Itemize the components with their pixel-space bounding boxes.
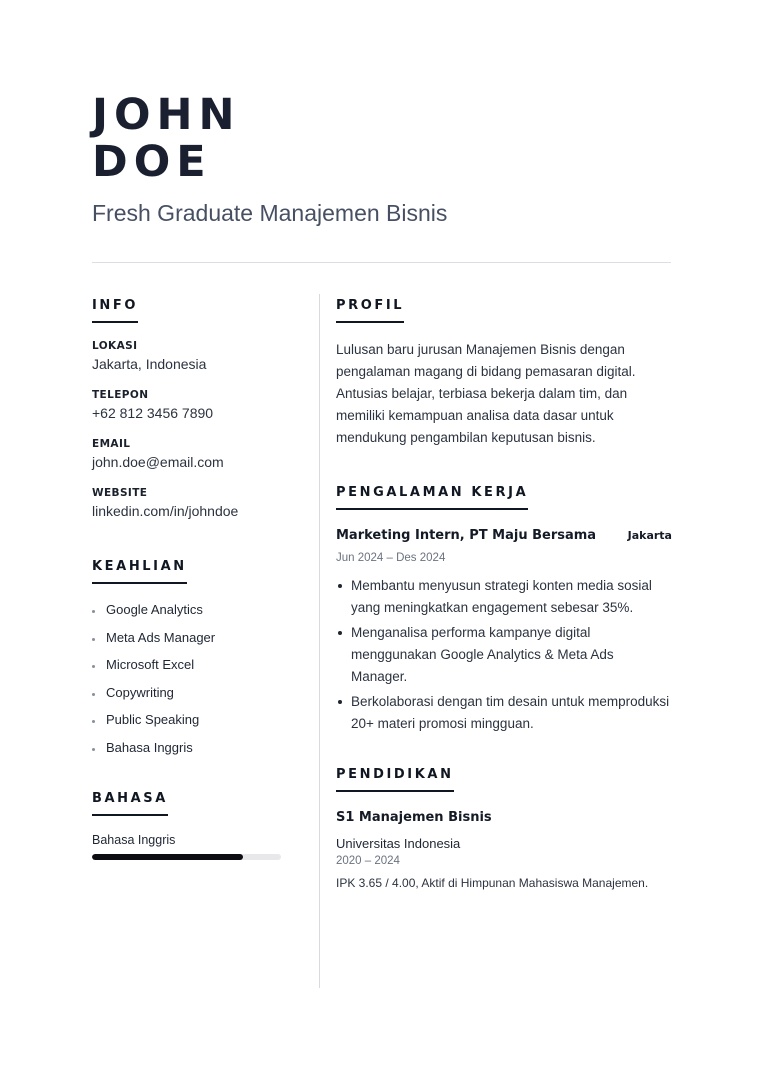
languages-heading: BAHASA xyxy=(92,791,168,816)
job-date: Jun 2024 – Des 2024 xyxy=(336,552,446,564)
language-name: Bahasa Inggris xyxy=(92,833,176,847)
left-column xyxy=(92,296,282,860)
skills-heading: KEAHLIAN xyxy=(92,559,187,584)
info-item-website xyxy=(92,487,282,519)
info-value: +62 812 3456 7890 xyxy=(92,405,214,421)
skill-item: Microsoft Excel xyxy=(92,657,282,685)
name-first: JOHN xyxy=(92,90,241,140)
info-item-phone xyxy=(92,389,282,421)
education-note: IPK 3.65 / 4.00, Aktif di Himpunan Mahasiswa Manajemen. xyxy=(336,876,649,890)
info-value: Jakarta, Indonesia xyxy=(92,356,207,372)
name-last: DOE xyxy=(92,137,212,187)
info-label: WEBSITE xyxy=(92,487,148,499)
info-value: linkedin.com/in/johndoe xyxy=(92,503,239,519)
skill-item: Copywriting xyxy=(92,685,282,713)
job-title: Marketing Intern, PT Maju Bersama xyxy=(336,528,597,543)
info-heading: INFO xyxy=(92,298,138,323)
skill-item: Google Analytics xyxy=(92,602,282,630)
resume-subtitle: Fresh Graduate Manajemen Bisnis xyxy=(92,200,448,226)
info-label: TELEPON xyxy=(92,389,149,401)
language-level-bar xyxy=(92,854,281,860)
skill-item: Bahasa Inggris xyxy=(92,740,282,768)
job-location: Jakarta xyxy=(627,529,672,542)
job-bullet: Berkolaborasi dengan tim desain untuk memproduksi 20+ materi promosi mingguan. xyxy=(336,691,672,735)
education-heading: PENDIDIKAN xyxy=(336,767,454,792)
info-section xyxy=(92,296,282,519)
job-header xyxy=(336,528,672,543)
right-column xyxy=(336,296,672,890)
job-bullets xyxy=(336,575,672,735)
info-label: EMAIL xyxy=(92,438,131,450)
header-divider xyxy=(92,262,671,263)
info-label: LOKASI xyxy=(92,340,138,352)
education-years: 2020 – 2024 xyxy=(336,855,400,867)
skills-section xyxy=(92,557,282,767)
info-value: john.doe@email.com xyxy=(92,454,224,470)
education-degree: S1 Manajemen Bisnis xyxy=(336,810,492,825)
languages-section xyxy=(92,789,282,860)
job-bullet: Menganalisa performa kampanye digital menggunakan Google Analytics & Meta Ads Manager. xyxy=(336,622,672,688)
experience-section xyxy=(336,483,672,735)
profile-text: Lulusan baru jurusan Manajemen Bisnis dengan pengalaman magang di bidang pemasaran digital. Antusias belajar, terbiasa bekerja dalam tim, dan memiliki kemampuan analisa data dasar untuk mendukung pengambilan keputusan bisnis. xyxy=(336,342,636,445)
profile-section xyxy=(336,296,672,449)
education-school: Universitas Indonesia xyxy=(336,836,461,851)
language-level-fill xyxy=(92,854,243,860)
column-divider xyxy=(319,294,320,988)
resume-name xyxy=(92,92,241,186)
info-item-email xyxy=(92,438,282,470)
job-bullet: Membantu menyusun strategi konten media sosial yang meningkatkan engagement sebesar 35%. xyxy=(336,575,672,619)
skill-item: Public Speaking xyxy=(92,712,282,740)
profile-heading: PROFIL xyxy=(336,298,404,323)
skill-item: Meta Ads Manager xyxy=(92,630,282,658)
info-item-location xyxy=(92,340,282,372)
education-section xyxy=(336,765,672,890)
experience-heading: PENGALAMAN KERJA xyxy=(336,485,528,510)
skills-list xyxy=(92,602,282,767)
